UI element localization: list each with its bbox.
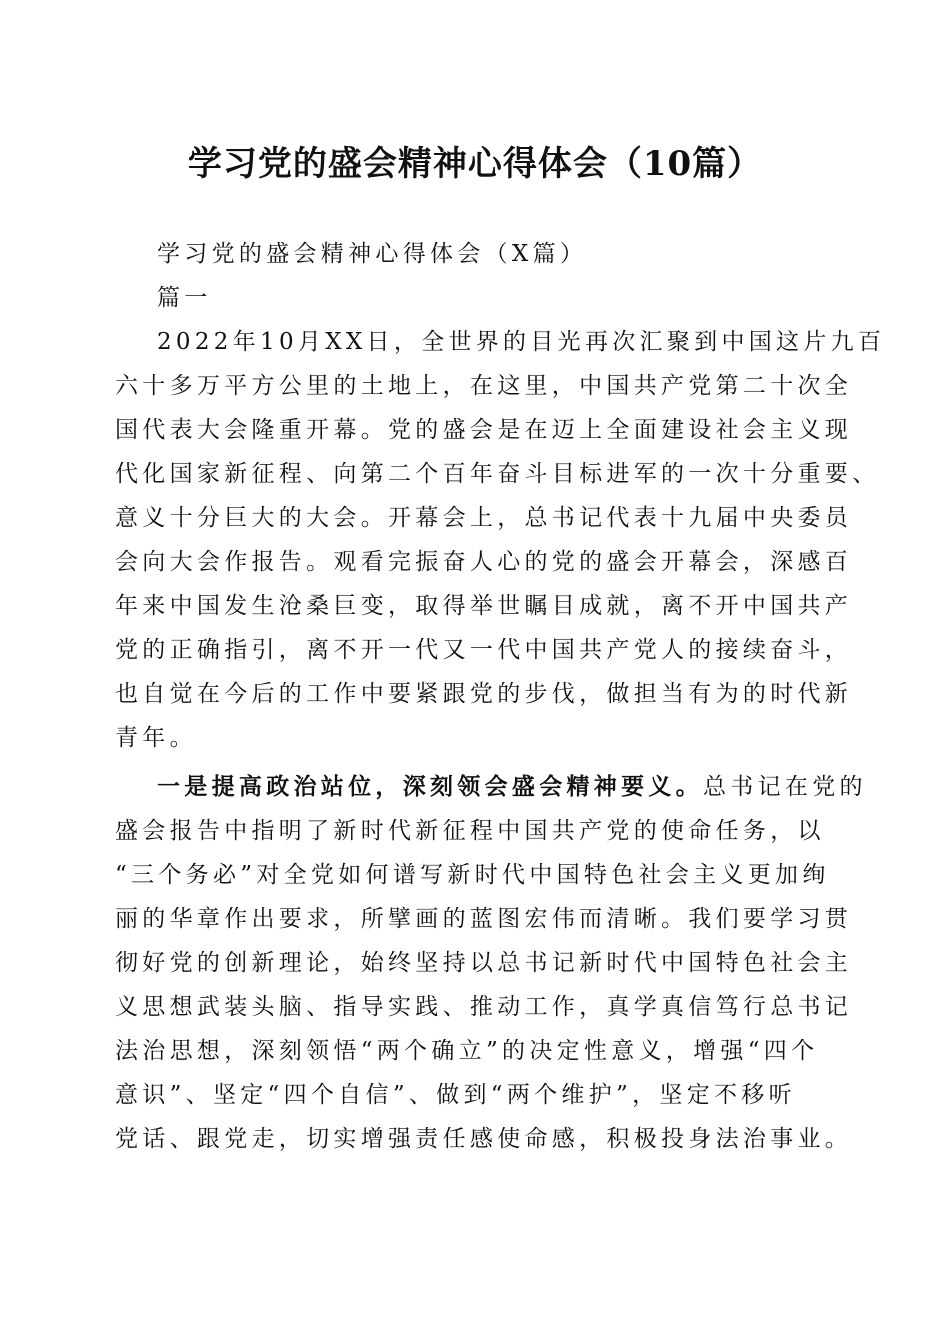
paragraph-lead-rest: 总书记在党的 [703, 774, 867, 800]
paragraph-line: 意识”、坚定“四个自信”、做到“两个维护”，坚定不移听 [115, 1082, 796, 1108]
paragraph-line: 盛会报告中指明了新时代新征程中国共产党的使命任务，以 [115, 818, 825, 844]
paragraph-line: 六十多万平方公里的土地上，在这里，中国共产党第二十次全 [115, 373, 853, 399]
paragraph-lead: 一是提高政治站位，深刻领会盛会精神要义。 [157, 773, 703, 800]
paragraph-line: 代化国家新征程、向第二个百年奋斗目标进军的一次十分重要、 [115, 461, 880, 487]
paragraph-line: 国代表大会隆重开幕。党的盛会是在迈上全面建设社会主义现 [115, 417, 853, 443]
paragraph-line: 党话、跟党走，切实增强责任感使命感，积极投身法治事业。 [115, 1126, 853, 1152]
paragraph-line: 会向大会作报告。观看完振奋人心的党的盛会开幕会，深感百 [115, 549, 853, 575]
paragraph-line: 年来中国发生沧桑巨变，取得举世瞩目成就，离不开中国共产 [115, 593, 853, 619]
paragraph-line: 2022年10月XX日，全世界的目光再次汇聚到中国这片九百 [157, 329, 886, 355]
paragraph-line: 也自觉在今后的工作中要紧跟党的步伐，做担当有为的时代新 [115, 681, 853, 707]
document-title: 学习党的盛会精神心得体会（10篇） [187, 144, 763, 184]
paragraph-line: 意义十分巨大的大会。开幕会上，总书记代表十九届中央委员 [115, 505, 853, 531]
paragraph-line: 彻好党的创新理论，始终坚持以总书记新时代中国特色社会主 [115, 950, 853, 976]
paragraph-line: 法治思想，深刻领悟“两个确立”的决定性意义，增强“四个 [115, 1038, 819, 1064]
paragraph-line: “三个务必”对全党如何谱写新时代中国特色社会主义更加绚 [115, 862, 830, 888]
paragraph-line: 义思想武装头脑、指导实践、推动工作，真学真信笃行总书记 [115, 994, 853, 1020]
section-heading: 篇一 [157, 285, 212, 311]
paragraph-line: 丽的华章作出要求，所擘画的蓝图宏伟而清晰。我们要学习贯 [115, 906, 853, 932]
subtitle: 学习党的盛会精神心得体会（X篇） [157, 241, 588, 267]
paragraph-line [157, 772, 867, 802]
paragraph-line: 青年。 [115, 725, 197, 751]
paragraph-line: 党的正确指引，离不开一代又一代中国共产党人的接续奋斗， [115, 637, 853, 663]
